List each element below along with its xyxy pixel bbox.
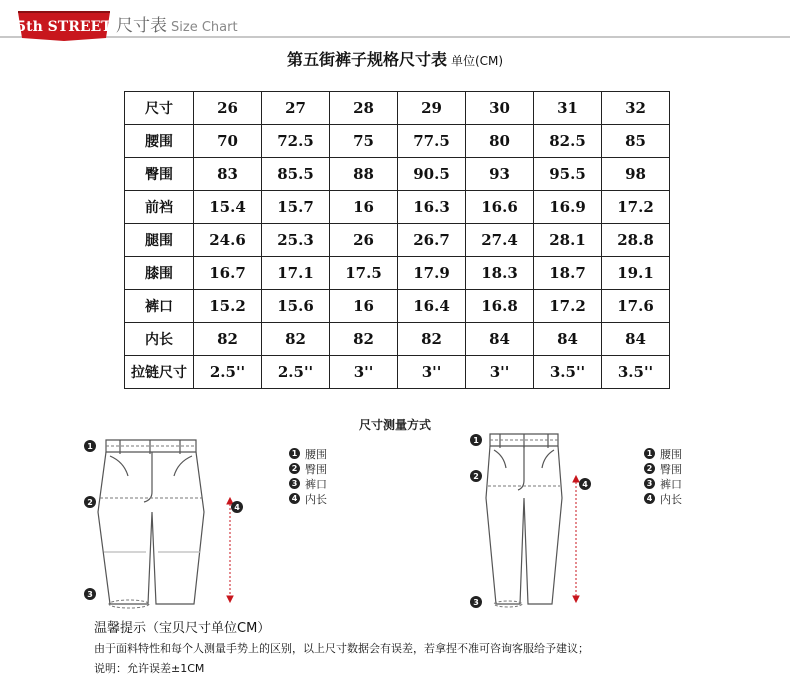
table-row [125,158,670,191]
table-cell: 28.8 [602,224,670,257]
legend-label: 臀围 [305,462,327,476]
table-cell: 27.4 [466,224,534,257]
table-cell: 28 [330,92,398,125]
notes-line-1: 由于面料特性和每个人测量手势上的区别，以上尺寸数据会有误差，若拿捏不准可咨询客服给予建议； [94,642,589,655]
table-title [0,47,790,70]
legend-label: 臀围 [660,462,682,476]
table-cell: 17.2 [534,290,602,323]
legend-left-item [289,461,327,476]
table-cell: 75 [330,125,398,158]
table-cell: 18.3 [466,257,534,290]
table-cell: 26 [194,92,262,125]
marker-1-right: 1 [473,436,479,445]
marker-3-left: 3 [87,590,93,599]
marker-2-left: 2 [87,498,93,507]
legend-label: 腰围 [305,447,327,461]
row-label: 膝围 [125,257,194,290]
table-cell: 15.4 [194,191,262,224]
legend-right [644,446,682,506]
table-cell: 80 [466,125,534,158]
table-cell: 88 [330,158,398,191]
legend-label: 腰围 [660,447,682,461]
table-row [125,356,670,389]
legend-label: 内长 [305,492,327,506]
table-row [125,257,670,290]
row-label: 前裆 [125,191,194,224]
table-cell: 3.5'' [534,356,602,389]
row-label: 拉链尺寸 [125,356,194,389]
header-title [116,11,238,36]
table-cell: 84 [466,323,534,356]
table-title-text: 第五街裤子规格尺寸表 [286,50,447,69]
table-cell: 83 [194,158,262,191]
measurement-title: 尺寸测量方式 [358,418,431,432]
table-cell: 17.9 [398,257,466,290]
marker-1-left: 1 [87,442,93,451]
marker-4-right: 4 [582,480,588,489]
table-unit: 单位(CM) [450,54,504,68]
legend-number-icon: 3 [289,478,300,489]
notes-title: 温馨提示（宝贝尺寸单位CM） [94,621,271,636]
header-title-cn: 尺寸表 [116,16,167,36]
table-cell: 16.9 [534,191,602,224]
legend-left-item [289,491,327,506]
table-cell: 2.5'' [194,356,262,389]
row-label: 裤口 [125,290,194,323]
legend-number-icon: 4 [644,493,655,504]
legend-number-icon: 4 [289,493,300,504]
size-table-body [125,92,670,389]
table-cell: 29 [398,92,466,125]
table-cell: 31 [534,92,602,125]
table-cell: 2.5'' [262,356,330,389]
table-row [125,323,670,356]
table-cell: 77.5 [398,125,466,158]
legend-right-item [644,476,682,491]
logo-text: 5th STREET [16,19,112,35]
row-label: 腰围 [125,125,194,158]
legend-number-icon: 2 [289,463,300,474]
notes-line-2: 说明：允许误差±1CM [94,662,205,675]
table-cell: 16 [330,290,398,323]
table-cell: 26 [330,224,398,257]
row-label: 内长 [125,323,194,356]
row-label: 臀围 [125,158,194,191]
table-cell: 82 [398,323,466,356]
table-cell: 98 [602,158,670,191]
table-cell: 82.5 [534,125,602,158]
table-cell: 70 [194,125,262,158]
table-cell: 15.7 [262,191,330,224]
table-cell: 16.8 [466,290,534,323]
table-cell: 16.6 [466,191,534,224]
legend-left-item [289,476,327,491]
table-cell: 3'' [398,356,466,389]
table-cell: 25.3 [262,224,330,257]
table-cell: 3.5'' [602,356,670,389]
table-cell: 85 [602,125,670,158]
table-cell: 27 [262,92,330,125]
header-divider [0,36,790,38]
table-cell: 16 [330,191,398,224]
table-cell: 84 [602,323,670,356]
table-cell: 16.7 [194,257,262,290]
marker-4-left: 4 [234,503,240,512]
table-cell: 16.4 [398,290,466,323]
table-cell: 17.5 [330,257,398,290]
legend-right-item [644,446,682,461]
table-cell: 3'' [466,356,534,389]
table-cell: 17.6 [602,290,670,323]
pants-diagram-wide [80,432,250,612]
table-cell: 17.2 [602,191,670,224]
table-cell: 82 [262,323,330,356]
legend-right-item [644,491,682,506]
legend-number-icon: 1 [644,448,655,459]
legend-number-icon: 3 [644,478,655,489]
page-header [0,0,790,40]
table-cell: 16.3 [398,191,466,224]
legend-right-item [644,461,682,476]
table-cell: 32 [602,92,670,125]
legend-number-icon: 2 [644,463,655,474]
table-cell: 28.1 [534,224,602,257]
table-cell: 17.1 [262,257,330,290]
legend-number-icon: 1 [289,448,300,459]
marker-3-right: 3 [473,598,479,607]
table-row [125,191,670,224]
table-cell: 18.7 [534,257,602,290]
legend-left [289,446,327,506]
table-row [125,92,670,125]
brand-logo [16,8,112,42]
table-cell: 90.5 [398,158,466,191]
row-label: 尺寸 [125,92,194,125]
table-cell: 85.5 [262,158,330,191]
table-cell: 30 [466,92,534,125]
table-cell: 82 [194,323,262,356]
table-cell: 15.6 [262,290,330,323]
table-row [125,290,670,323]
table-cell: 72.5 [262,125,330,158]
table-row [125,224,670,257]
table-cell: 93 [466,158,534,191]
table-cell: 82 [330,323,398,356]
legend-left-item [289,446,327,461]
legend-label: 内长 [660,492,682,506]
legend-label: 裤口 [305,477,327,491]
table-cell: 3'' [330,356,398,389]
legend-label: 裤口 [660,477,682,491]
table-row [125,125,670,158]
notes-section [94,617,589,680]
marker-2-right: 2 [473,472,479,481]
pants-diagram-slim [466,428,606,614]
table-cell: 24.6 [194,224,262,257]
table-cell: 95.5 [534,158,602,191]
table-cell: 26.7 [398,224,466,257]
table-cell: 15.2 [194,290,262,323]
header-subtitle: Size Chart [171,20,238,35]
table-cell: 19.1 [602,257,670,290]
table-cell: 84 [534,323,602,356]
row-label: 腿围 [125,224,194,257]
size-table [124,91,670,389]
